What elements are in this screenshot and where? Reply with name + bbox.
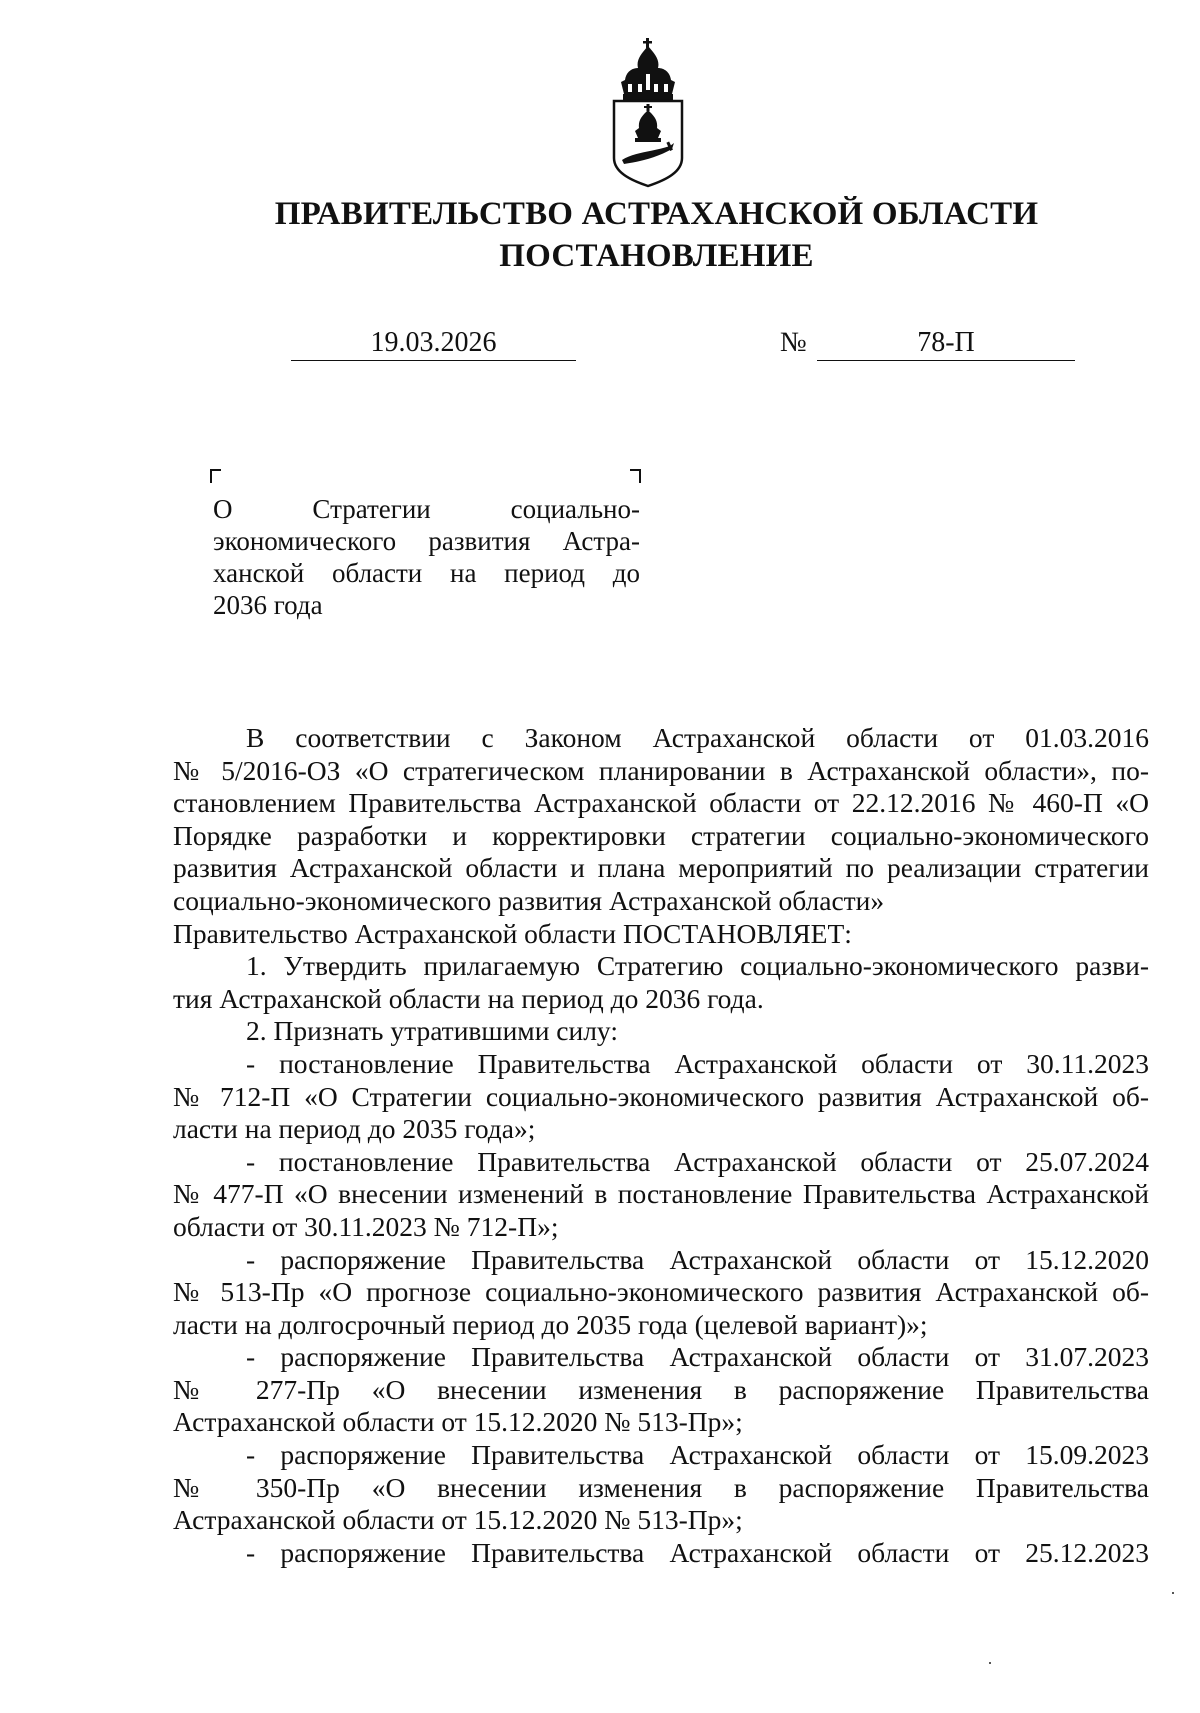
body-line: № 513-Пр «О прогнозе социально-экономического развития Астраханской об- [173, 1276, 1149, 1308]
body-line: - распоряжение Правительства Астраханской области от 31.07.2023 [246, 1341, 1149, 1373]
subject-line: экономического развития Астра- [213, 526, 640, 556]
coat-of-arms-emblem [608, 38, 688, 188]
body-line: области от 30.11.2023 № 712-П»; [173, 1210, 559, 1242]
document-body [173, 722, 1149, 1569]
body-line: Порядке разработки и корректировки стратегии социально-экономического [173, 819, 1149, 851]
body-line: В соответствии с Законом Астраханской области от 01.03.2016 [246, 722, 1149, 753]
body-line: № 277-Пр «О внесении изменения в распоряжение Правительства [173, 1373, 1149, 1405]
body-line: Астраханской области от 15.12.2020 № 513-Пр»; [173, 1406, 743, 1438]
number-sign: № [780, 327, 807, 358]
document-date: 19.03.2026 [291, 326, 576, 361]
body-line: социально-экономического развития Астраханской области» [173, 884, 885, 916]
scan-speck [1172, 1592, 1174, 1594]
document-number: 78-П [817, 326, 1075, 361]
subject-corner-mark-right [630, 469, 641, 483]
subject-line: 2036 года [213, 590, 323, 620]
organization-name: ПРАВИТЕЛЬСТВО АСТРАХАНСКОЙ ОБЛАСТИ [274, 196, 1039, 232]
body-line: тия Астраханской области на период до 2036 года. [173, 982, 764, 1014]
document-subject [213, 493, 640, 621]
body-line: развития Астраханской области и плана мероприятий по реализации стратегии [173, 852, 1149, 884]
body-line: 2. Признать утратившими силу: [246, 1015, 618, 1047]
body-line: № 5/2016-ОЗ «О стратегическом планировании в Астраханской области», по- [173, 754, 1149, 786]
body-line: - постановление Правительства Астраханской области от 30.11.2023 [246, 1047, 1149, 1079]
body-line: № 477-П «О внесении изменений в постановление Правительства Астраханской [173, 1178, 1149, 1210]
body-line: ласти на период до 2035 года»; [173, 1113, 536, 1145]
document-type: ПОСТАНОВЛЕНИЕ [499, 238, 814, 274]
body-line: Астраханской области от 15.12.2020 № 513-Пр»; [173, 1504, 743, 1536]
body-line: № 350-Пр «О внесении изменения в распоряжение Правительства [173, 1471, 1149, 1503]
body-line: - постановление Правительства Астраханской области от 25.07.2024 [246, 1145, 1149, 1177]
body-line: 1. Утвердить прилагаемую Стратегию социально-экономического разви- [246, 950, 1149, 982]
body-line: - распоряжение Правительства Астраханской области от 15.09.2023 [246, 1439, 1149, 1471]
body-line: ласти на долгосрочный период до 2035 года (целевой вариант)»; [173, 1308, 928, 1340]
body-line: становлением Правительства Астраханской области от 22.12.2016 № 460-П «О [173, 787, 1149, 819]
subject-corner-mark-left [210, 469, 221, 483]
subject-line: ханской области на период до [213, 558, 640, 588]
body-line: № 712-П «О Стратегии социально-экономического развития Астраханской об- [173, 1080, 1149, 1112]
body-line: Правительство Астраханской области ПОСТАНОВЛЯЕТ: [173, 917, 852, 949]
subject-line: О Стратегии социально- [213, 494, 640, 524]
body-line: - распоряжение Правительства Астраханской области от 15.12.2020 [246, 1243, 1149, 1275]
scan-speck [989, 1662, 991, 1664]
body-line: - распоряжение Правительства Астраханской области от 25.12.2023 [246, 1536, 1149, 1568]
